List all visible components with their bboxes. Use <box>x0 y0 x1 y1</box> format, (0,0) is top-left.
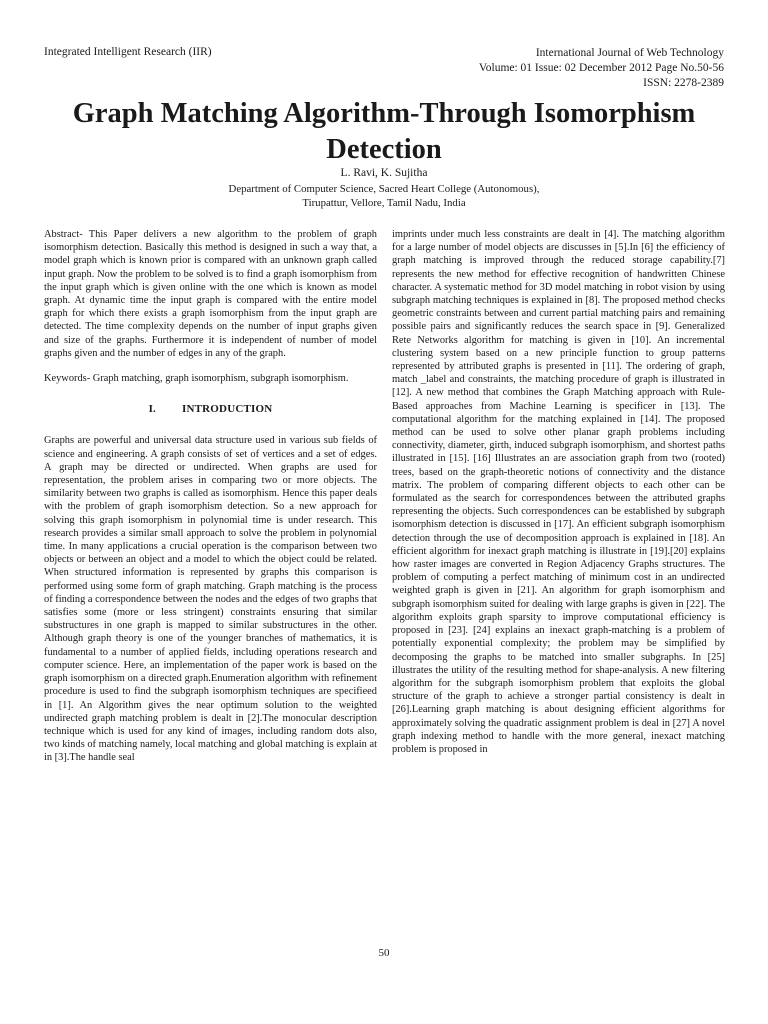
introduction-paragraph: Graphs are powerful and universal data structure used in various sub fields of science and engineering. A graph consists of set of vertices and a set of edges. A graph may be directed or undirected. When graphs are used for representation, the problem arises in comparing two or more objects. The similarity between two graphs is called as isomorphism. Hence this paper deals with the problem of graph isomorphism detection. So a new approach for solving this graph isomorphism in polynomial time is under research. This research provides a similar small approach to solve the problem in polynomial time. In many applications a crucial operation is the comparison between two objects or between an object and a model to which the object could be related. When structured information is represented by graphs this comparison is performed using some form of graph matching. Graph matching is the process of finding a correspondence between the nodes and the edges of two graphs that satisfies some (more or less stringent) constraints ensuring that similar substructures in one graph is mapped to similar substructures in the other. Although graph theory is one of the younger branches of mathematics, it is fundamental to a number of applied fields, including operations research and computer science. Here, an implementation of the paper work is based on the graph isomorphism on a directed graph.Enumeration algorithm with refinement procedure is used to find the subgraph isomorphism techniques are specifieed in [1]. An Algorithm gives the near optimum solution to the weighted undirected graph matching problem is dealt in [2].The monocular description technique which is used for any kind of images, including random dots also, two kinds of matching namely, local matching and global matching is explain at in [3].The handle seal <box>44 435 377 764</box>
section-heading-introduction <box>44 403 377 416</box>
page-number: 50 <box>378 947 390 959</box>
abstract-paragraph: Abstract- This Paper delivers a new algorithm to the problem of graph isomorphism detection. Basically this method is designed in such a way that, a model graph which is known prior is compared with an unknown graph called input graph. Now the problem to be solved is to find a graph isomorphism from the input graph which is given online with the one which is known as model graph. At dynamic time the input graph is compared with the entire model graph for which there exists a graph isomorphism from the input graph are detected. The time complexity depends on the number of input graphs given and size of the graphs. Furthermore it is independent of number of model graphs given and the number of edges in any of the graph. <box>44 229 377 359</box>
right-column <box>392 228 725 756</box>
related-work-paragraph: imprints under much less constraints are dealt in [4]. The matching algorithm for a large number of model objects are discusses in [5].In [6] the efficiency of graph matching is improved through the reduced storage capability.[7] represents the new method for effective recognition of handwritten Chinese character. A systematic method for 3D model matching in robot vision by using subgraph matching techniques is explained in [8]. The proposed method checks geometric constraints between and current partial matching pairs and remaining possible pairs and significantly reduces the search space in [9]. Generalized Rete Networks algorithm for matching is given in [10]. An incremental clustering system based on a new principle function to group patterns represented by attributed graphs is presented in [11]. The ordering of graph, match _label and constraints, the matching procedure of graph is illustrated in [12]. A new method that combines the Graph Matching approach with Rule-Based approaches from Machine Learning is specificer in [13]. The computational algorithm for the matching explained in [14]. The proposed method can be used to solve other planar graph problems including connectivity, diameter, girth, induced subgraph isomorphism, and shortest paths illustrated in [15]. [16] Illustrates an are association graph from two (rooted) trees, based on the graph-theoretic notions of connectivity and the distance matrix. The problem of comparing different objects to each other can be formulated as the search for correspondences between the attributed graphs representing the objects. Such correspondences can be established by subgraph isomorphism detection is discussed in [17]. An efficient subgraph isomorphism detection through the use of decomposition approach is explained in [18]. An efficient algorithm for inexact graph matching is illustrate in [19].[20] explains how raster images are converted in Region Adjacency Graphs structures. The problem of computing a perfect matching of minimum cost in an undirected weighted graph is given in [21]. An algorithm for graph isomorphism and subgraph isomorphism suited for dealing with large graphs is given in [22]. The algorithm exploits graph sparsity to improve computational efficiency is proposed in [23]. [24] explains an inexact graph-matching is a problem of potentially exponential complexity; the problem may be simplified by decomposing the graphs to be matched into smaller subgraphs. In [25] illustrates the utility of the resulting method for shape-analysis. A new filtering algorithm for the subgraph isomorphism problem that exploits the global structure of the graph to achieve a stronger partial consistency is dealt in [26].Learning graph matching is about designing efficient algorithms for approximately solving the quadratic assignment problem is deal in [27] A novel graph indexing method to handle with the more general, inexact matching problem is proposed in <box>392 229 725 755</box>
journal-volume: Volume: 01 Issue: 02 December 2012 Page No.50-56 <box>478 62 724 74</box>
paper-title: Graph Matching Algorithm-Through Isomorphism Detection <box>72 98 696 165</box>
journal-header-right <box>479 46 724 91</box>
affiliation-line: Tirupattur, Vellore, Tamil Nadu, India <box>302 197 466 209</box>
journal-issn: ISSN: 2278-2389 <box>643 77 724 89</box>
keywords-paragraph: Keywords- Graph matching, graph isomorphism, subgraph isomorphism. <box>44 373 349 385</box>
journal-header-left: Integrated Intelligent Research (IIR) <box>44 46 212 58</box>
author-affiliation <box>0 182 768 210</box>
journal-name: International Journal of Web Technology <box>535 47 724 59</box>
section-number: I. <box>148 403 156 416</box>
section-title: INTRODUCTION <box>182 403 273 416</box>
affiliation-line: Department of Computer Science, Sacred Heart College (Autonomous), <box>228 183 540 195</box>
paper-authors: L. Ravi, K. Sujitha <box>340 167 428 179</box>
left-column <box>44 228 377 765</box>
